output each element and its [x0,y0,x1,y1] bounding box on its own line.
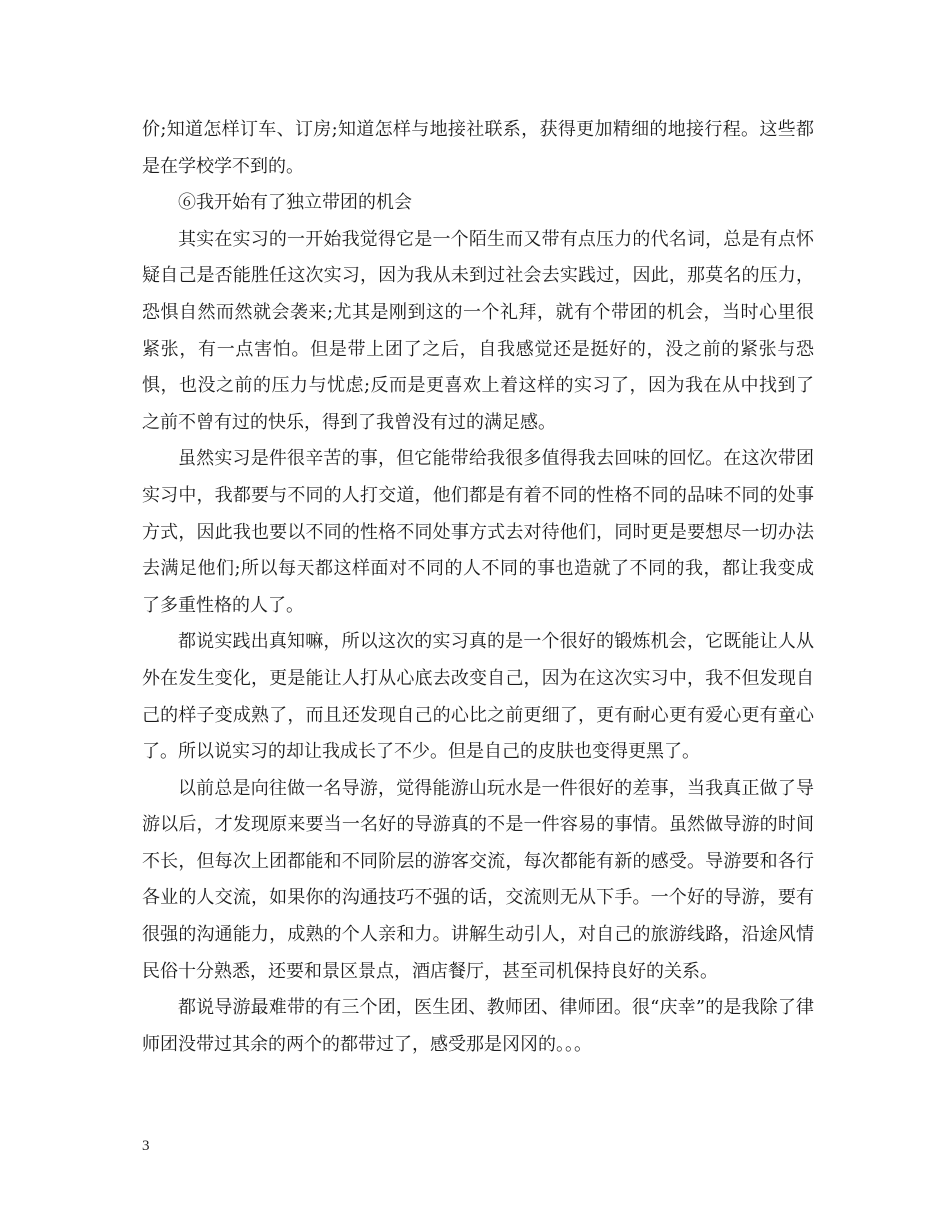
document-body [142,112,814,1063]
paragraph-2: 其实在实习的一开始我觉得它是一个陌生而又带有点压力的代名词，总是有点怀疑自己是否能胜任这次实习，因为我从未到过社会去实践过，因此，那莫名的压力，恐惧自然而然就会袭来;尤其是刚到这的一个礼拜，就有个带团的机会，当时心里很紧张，有一点害怕。但是带上团了之后，自我感觉还是挺好的，没之前的紧张与恐惧，也没之前的压力与忧虑;反而是更喜欢上着这样的实习了，因为我在从中找到了之前不曾有过的快乐，得到了我曾没有过的满足感。 [142,228,814,433]
paragraph-5: 以前总是向往做一名导游，觉得能游山玩水是一件很好的差事，当我真正做了导游以后，才发现原来要当一名好的导游真的不是一件容易的事情。虽然做导游的时间不长，但每次上团都能和不同阶层的游客交流，每次都能有新的感受。导游要和各行各业的人交流，如果你的沟通技巧不强的话，交流则无从下手。一个好的导游，要有很强的沟通能力，成熟的个人亲和力。讲解生动引人，对自己的旅游线路，沿途风情民俗十分熟悉，还要和景区景点，酒店餐厅，甚至司机保持良好的关系。 [142,777,814,982]
paragraph-6: 都说导游最难带的有三个团，医生团、教师团、律师团。很“庆幸”的是我除了律师团没带过其余的两个的都带过了，感受那是冈冈的。。。 [142,997,814,1055]
paragraph-3: 虽然实习是件很辛苦的事，但它能带给我很多值得我去回味的回忆。在这次带团实习中，我都要与不同的人打交道，他们都是有着不同的性格不同的品味不同的处事方式，因此我也要以不同的性格不同处事方式去对待他们，同时更是要想尽一切办法去满足他们;所以每天都这样面对不同的人不同的事也造就了不同的我，都让我变成了多重性格的人了。 [142,448,814,616]
paragraph-4: 都说实践出真知嘛，所以这次的实习真的是一个很好的锻炼机会，它既能让人从外在发生变化，更是能让人打从心底去改变自己，因为在这次实习中，我不但发现自己的样子变成熟了，而且还发现自己的心比之前更细了，更有耐心更有爱心更有童心了。所以说实习的却让我成长了不少。但是自己的皮肤也变得更黑了。 [142,631,814,763]
page-number: 3 [142,1138,150,1154]
paragraph-1: 价;知道怎样订车、订房;知道怎样与地接社联系，获得更加精细的地接行程。这些都是在学校学不到的。 [142,119,814,177]
section-heading: ⑥我开始有了独立带团的机会 [178,192,412,214]
